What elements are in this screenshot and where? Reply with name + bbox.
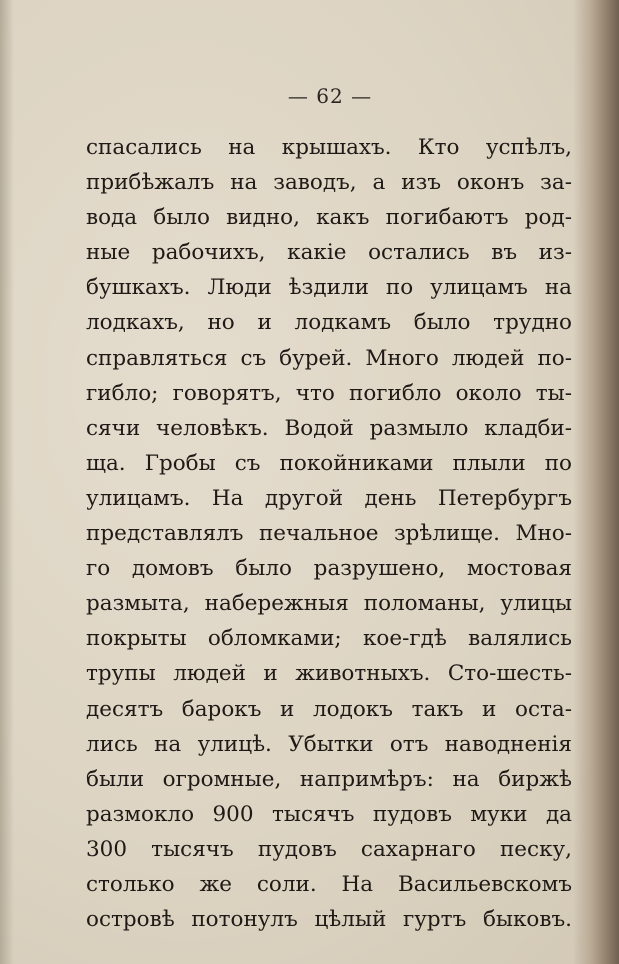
text-line: размыта, набережныя поломаны, улицы xyxy=(86,591,572,617)
text-line: гибло; говорятъ, что погибло около ты- xyxy=(86,380,572,406)
body-text xyxy=(86,130,572,937)
text-line: 300 тысячъ пудовъ сахарнаго песку, xyxy=(86,836,572,862)
text-line: представлялъ печальное зрѣлище. Мно- xyxy=(86,521,572,547)
text-line: бушкахъ. Люди ѣздили по улицамъ на xyxy=(86,275,572,301)
text-line: ща. Гробы съ покойниками плыли по xyxy=(86,450,572,476)
text-line: трупы людей и животныхъ. Сто-шесть- xyxy=(86,661,572,687)
text-line: покрыты обломками; кое-гдѣ валялись xyxy=(86,626,572,652)
text-line: сячи человѣкъ. Водой размыло кладби- xyxy=(86,415,572,441)
text-line: размокло 900 тысячъ пудовъ муки да xyxy=(86,801,572,827)
text-line: лись на улицѣ. Убытки отъ наводненія xyxy=(86,731,572,757)
text-line: лодкахъ, но и лодкамъ было трудно xyxy=(86,310,572,336)
text-line: ные рабочихъ, какіе остались въ из- xyxy=(86,240,572,266)
page-left-edge xyxy=(0,0,14,964)
text-line: прибѣжалъ на заводъ, а изъ оконъ за- xyxy=(86,170,572,196)
book-gutter-shadow xyxy=(573,0,619,964)
text-line: островѣ потонулъ цѣлый гуртъ быковъ. xyxy=(86,907,572,933)
text-line: улицамъ. На другой день Петербургъ xyxy=(86,485,572,511)
text-line: го домовъ было разрушено, мостовая xyxy=(86,556,572,582)
text-line: вода было видно, какъ погибаютъ род- xyxy=(86,205,572,231)
text-line: спасались на крышахъ. Кто успѣлъ, xyxy=(86,135,572,160)
page-number: — 62 — xyxy=(287,84,373,108)
text-line: столько же соли. На Васильевскомъ xyxy=(86,871,572,897)
text-line: справляться съ бурей. Много людей по- xyxy=(86,345,572,371)
text-line: десятъ барокъ и лодокъ такъ и оста- xyxy=(86,696,572,722)
text-line: были огромные, напримѣръ: на биржѣ xyxy=(86,766,572,792)
